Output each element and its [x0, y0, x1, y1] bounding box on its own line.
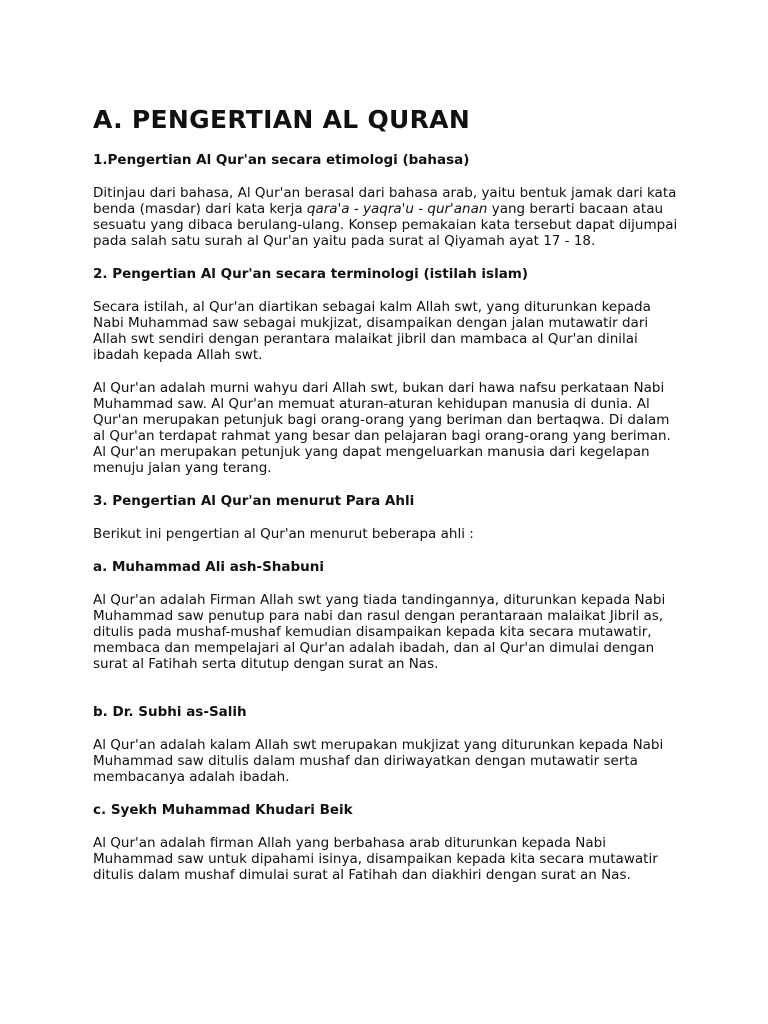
- section-2-paragraph-2: Al Qur'an adalah murni wahyu dari Allah swt, bukan dari hawa nafsu perkataan Nabi Muhammad saw. Al Qur'an memuat aturan-aturan kehidupan manusia di dunia. Al Qur'an merupakan petunjuk bagi orang-orang yang beriman dan bertaqwa. Di dalam al Qur'an terdapat rahmat yang besar dan pelajaran bagi orang-orang yang beriman. Al Qur'an merupakan petunjuk yang dapat mengeluarkan manusia dari kegelapan menuju jalan yang terang.: [93, 380, 671, 476]
- expert-b-heading: b. Dr. Subhi as-Salih: [93, 704, 247, 720]
- section-1-text-end: yang berarti bacaan atau sesuatu yang dibaca berulang-ulang. Konsep pemakaian kata tersebut dapat dijumpai pada salah satu surah al Qur'an yaitu pada surat al Qiyamah ayat 17 - 18.: [93, 201, 678, 249]
- section-2-heading: 2. Pengertian Al Qur'an secara terminologi (istilah islam): [93, 266, 529, 282]
- section-1-heading: 1.Pengertian Al Qur'an secara etimologi (bahasa): [93, 152, 470, 168]
- expert-c-text: Al Qur'an adalah firman Allah yang berbahasa arab diturunkan kepada Nabi Muhammad saw untuk dipahami isinya, disampaikan kepada kita secara mutawatir ditulis dalam mushaf dimulai surat al Fatihah dan diakhiri dengan surat an Nas.: [93, 835, 658, 883]
- section-1-italic-term: qara'a - yaqra'u - qur'anan: [306, 201, 488, 217]
- expert-a-heading: a. Muhammad Ali ash-Shabuni: [93, 559, 325, 575]
- section-1-text-start: Ditinjau dari bahasa, Al Qur'an berasal dari bahasa arab, yaitu bentuk jamak dari kata benda (masdar) dari kata kerja: [93, 185, 677, 217]
- document-content: [93, 104, 683, 883]
- expert-b-text: Al Qur'an adalah kalam Allah swt merupakan mukjizat yang diturunkan kepada Nabi Muhammad saw ditulis dalam mushaf dan diriwayatkan dengan mutawatir serta membacanya adalah ibadah.: [93, 737, 664, 785]
- section-3-intro: Berikut ini pengertian al Qur'an menurut beberapa ahli :: [93, 526, 474, 542]
- section-3-heading: 3. Pengertian Al Qur'an menurut Para Ahli: [93, 493, 415, 509]
- section-2-paragraph-1: Secara istilah, al Qur'an diartikan sebagai kalm Allah swt, yang diturunkan kepada Nabi Muhammad saw sebagai mukjizat, disampaikan dengan jalan mutawatir dari Allah swt sendiri dengan perantara malaikat jibril dan mambaca al Qur'an dinilai ibadah kepada Allah swt.: [93, 299, 651, 363]
- expert-a-text: Al Qur'an adalah Firman Allah swt yang tiada tandingannya, diturunkan kepada Nabi Muhammad saw penutup para nabi dan rasul dengan perantaraan malaikat Jibril as, ditulis pada mushaf-mushaf kemudian disampaikan kepada kita secara mutawatir, membaca dan mempelajari al Qur'an adalah ibadah, dan al Qur'an dimulai dengan surat al Fatihah serta ditutup dengan surat an Nas.: [93, 592, 666, 672]
- expert-c-heading: c. Syekh Muhammad Khudari Beik: [93, 802, 353, 818]
- section-1-paragraph: [93, 185, 683, 249]
- page-title: A. PENGERTIAN AL QURAN: [93, 105, 471, 134]
